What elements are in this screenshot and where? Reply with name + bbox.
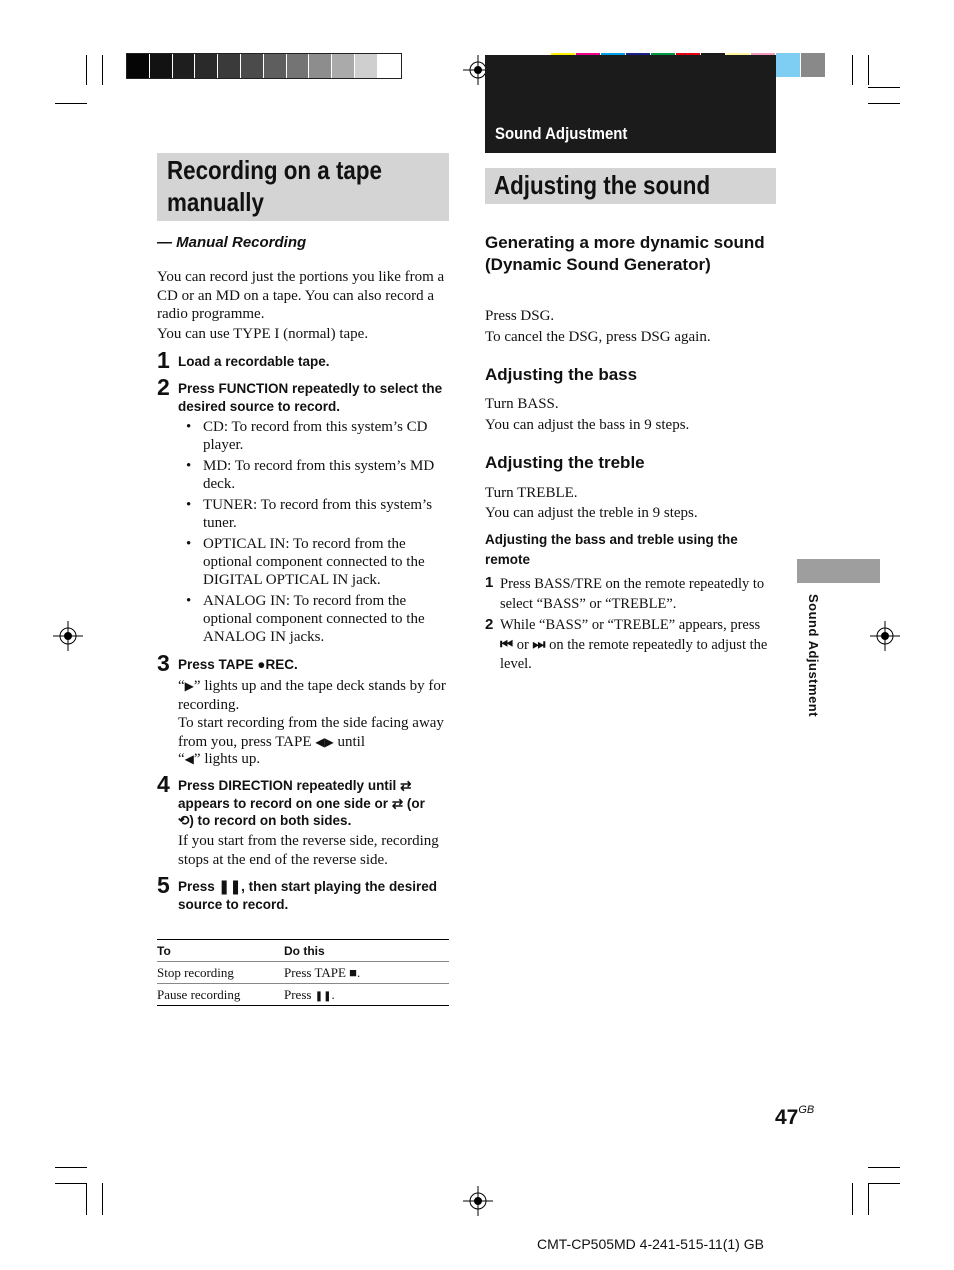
record-dot-icon: ● bbox=[257, 657, 266, 672]
relay-direction-icon: ⟲ bbox=[178, 813, 190, 828]
step-text: Press BASS/TRE on the remote repeatedly to select “BASS” or “TREBLE”. bbox=[500, 576, 765, 612]
intro-paragraph: You can use TYPE I (normal) tape. bbox=[157, 326, 369, 342]
crop-mark bbox=[868, 1167, 900, 1168]
subtitle: — Manual Recording bbox=[157, 234, 307, 251]
pause-icon: ❚❚ bbox=[314, 990, 332, 1002]
crop-mark bbox=[868, 103, 900, 104]
registration-mark-icon bbox=[463, 1186, 493, 1216]
section-title: Adjusting the sound bbox=[494, 170, 711, 200]
footer-code: CMT-CP505MD 4-241-515-11(1) GB bbox=[537, 1236, 764, 1252]
step-number: 1 bbox=[485, 574, 494, 591]
table-row bbox=[157, 962, 449, 984]
page-number: $47^{GB}$ bbox=[775, 1104, 815, 1129]
crop-mark bbox=[102, 1183, 103, 1215]
table-header: Do this bbox=[284, 943, 325, 958]
treble-heading: Adjusting the treble bbox=[485, 453, 645, 472]
bass-heading: Adjusting the bass bbox=[485, 365, 638, 384]
color-swatch bbox=[173, 54, 195, 78]
color-swatch bbox=[776, 53, 800, 77]
step-text: Press ❚❚, then start playing the desired source to record. bbox=[178, 879, 437, 912]
color-swatch bbox=[309, 54, 331, 78]
play-both-directions-icon: ◀▶ bbox=[315, 734, 334, 749]
body-text: You can adjust the treble in 9 steps. bbox=[485, 505, 698, 521]
crop-mark bbox=[852, 1183, 853, 1215]
previous-track-icon: ⏮ bbox=[500, 636, 514, 653]
crop-mark bbox=[55, 103, 87, 104]
list-item: • CD: To record from this system’s CD player. bbox=[186, 419, 428, 453]
color-swatch bbox=[801, 53, 825, 77]
color-swatch bbox=[378, 54, 400, 78]
reverse-arrow-icon: ◀ bbox=[184, 752, 194, 766]
step-detail: If you start from the reverse side, recording stops at the end of the reverse side. bbox=[178, 833, 439, 868]
color-swatch bbox=[332, 54, 354, 78]
side-tab bbox=[797, 559, 880, 583]
color-swatch bbox=[355, 54, 377, 78]
body-text: To cancel the DSG, press DSG again. bbox=[485, 329, 711, 345]
body-text: You can adjust the bass in 9 steps. bbox=[485, 417, 690, 433]
step-number: 4 bbox=[157, 771, 170, 797]
step-number: 5 bbox=[157, 872, 170, 898]
step-detail: “◀” lights up. bbox=[178, 751, 261, 767]
side-tab-label: Sound Adjustment bbox=[806, 594, 821, 718]
step-text: Press DIRECTION repeatedly until ⇄ appears to record on one side or ⇄ (or ⟲) to record on both sides. bbox=[178, 778, 425, 828]
step-text: Load a recordable tape. bbox=[178, 354, 330, 369]
crop-mark bbox=[102, 55, 103, 85]
table-cell: Press ❚❚. bbox=[284, 986, 335, 1002]
one-way-direction-icon: ⇄ bbox=[400, 778, 412, 793]
next-track-icon: ⏭ bbox=[532, 636, 546, 653]
crop-mark bbox=[852, 55, 853, 85]
step-text: Press FUNCTION repeatedly to select the desired source to record. bbox=[178, 381, 443, 414]
color-swatch bbox=[241, 54, 263, 78]
both-sides-direction-icon: ⇄ bbox=[391, 795, 404, 811]
section-label: Sound Adjustment bbox=[495, 124, 628, 143]
step-number: 3 bbox=[157, 650, 170, 676]
color-swatch bbox=[287, 54, 309, 78]
pause-icon: ❚❚ bbox=[218, 879, 242, 894]
step-number: 2 bbox=[157, 374, 170, 400]
list-item: • ANALOG IN: To record from the optional component connected to the ANALOG IN jacks. bbox=[186, 593, 425, 645]
table-header-row bbox=[157, 940, 449, 962]
bullet-list bbox=[186, 418, 448, 649]
play-arrow-icon: ▶ bbox=[184, 679, 194, 693]
table-cell: Pause recording bbox=[157, 986, 241, 1002]
list-item: • OPTICAL IN: To record from the optional component connected to the DIGITAL OPTICAL IN jack. bbox=[186, 536, 425, 588]
body-text: Turn TREBLE. bbox=[485, 485, 578, 501]
color-swatch bbox=[218, 54, 240, 78]
stop-icon: ■ bbox=[349, 964, 358, 980]
page-suffix: GB bbox=[798, 1104, 815, 1116]
intro-paragraph: You can record just the portions you like from a CD or an MD on a tape. You can also record a radio programme. bbox=[157, 269, 445, 322]
color-swatch bbox=[127, 54, 149, 78]
crop-mark bbox=[55, 1167, 87, 1168]
grayscale-bar bbox=[126, 53, 402, 79]
table-row bbox=[157, 984, 449, 1006]
action-table bbox=[157, 939, 449, 1006]
table-cell: Press TAPE ■. bbox=[284, 964, 361, 980]
crop-mark bbox=[868, 1183, 900, 1184]
step-text: While “BASS” or “TREBLE” appears, press ⏮ or ⏭ on the remote repeatedly to adjust the level. bbox=[500, 617, 768, 672]
step-detail: “▶” lights up and the tape deck stands by for recording. bbox=[178, 678, 446, 713]
list-item: • TUNER: To record from this system’s tuner. bbox=[186, 497, 433, 531]
remote-heading: Adjusting the bass and treble using the remote bbox=[485, 532, 738, 567]
step-number: 1 bbox=[157, 347, 170, 373]
color-swatch bbox=[150, 54, 172, 78]
crop-mark bbox=[868, 55, 869, 85]
color-swatch bbox=[264, 54, 286, 78]
crop-mark bbox=[86, 1183, 87, 1215]
page-title: Recording on a tape manually bbox=[167, 155, 382, 217]
registration-mark-icon bbox=[870, 621, 900, 651]
body-text: Turn BASS. bbox=[485, 396, 559, 412]
color-swatch bbox=[195, 54, 217, 78]
table-header: To bbox=[157, 943, 171, 958]
dsg-heading: Generating a more dynamic sound (Dynamic Sound Generator) bbox=[485, 233, 765, 274]
registration-mark-icon bbox=[53, 621, 83, 651]
step-text: Press TAPE ●REC. bbox=[178, 657, 298, 672]
list-item: • MD: To record from this system’s MD deck. bbox=[186, 458, 435, 492]
crop-mark bbox=[868, 1183, 869, 1215]
crop-mark bbox=[55, 1183, 87, 1184]
crop-mark bbox=[868, 87, 900, 88]
table-cell: Stop recording bbox=[157, 964, 234, 980]
step-detail: To start recording from the side facing away from you, press TAPE ◀▶ until bbox=[178, 715, 444, 750]
crop-mark bbox=[86, 55, 87, 85]
body-text: Press DSG. bbox=[485, 308, 555, 324]
step-number: 2 bbox=[485, 616, 494, 633]
